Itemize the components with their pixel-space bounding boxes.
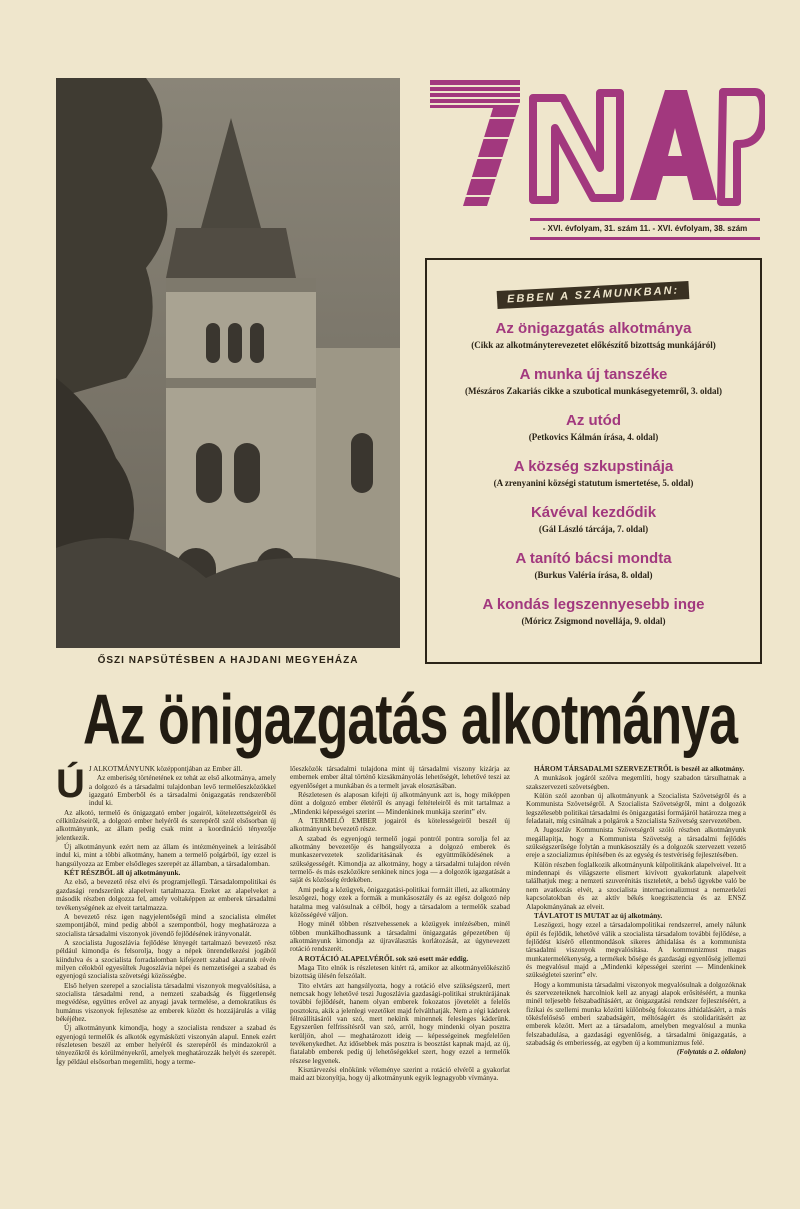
article-paragraph: Új alkotmányunk ezért nem az állam és intézményeinek a leírásából indul ki, mint a többi alkotmány, hanem a termelő polgárból, így ezzel is hangsúlyozza az Ember elsődleges szerepét az államban, a társadalomban.: [56, 843, 276, 868]
article-subhead: A ROTÁCIÓ ALAPELVÉRŐL sok szó esett már eddig.: [298, 954, 469, 963]
contents-entry: [427, 320, 760, 350]
article-column-1: [56, 762, 276, 1067]
county-hall-image: [56, 78, 400, 648]
article-paragraph: Az emberiség történetének ez tehát az első alkotmánya, amely a dolgozó és a társadalmi tulajdonban levő termelőeszközökkel igazgató Emberből és a társadalmi önigazgatás rendszeréből indul ki.: [88, 774, 276, 808]
article-paragraph: Ami pedig a közügyek, önigazgatási-politikai formáit illeti, az alkotmány leszögezi, hogy ezek a formák a munkásosztály és az egész dolgozó nép hatalma meg valósulnak a célból, hogy a társadalom a termelők szabad közösségévé váljon.: [290, 885, 510, 919]
drop-cap: Ú: [56, 762, 85, 806]
contents-entry-sub: (Burkus Valéria írása, 8. oldal): [534, 570, 653, 580]
contents-entry: [427, 458, 760, 488]
article-paragraph: Tito elvtárs azt hangsúlyozta, hogy a rotáció elve szükségszerű, mert nemcsak hogy lehetővé teszi Jugoszlávia gazdasági-politikai struktúrájának további fejlődését, hanem olyan emberek fokozatos jövetelét a felelős posztokra, akik a jelenlegi vezetőket majd felválthatják. Nem a régi káderek félreállításáról van szó, mert nekünk minennek felesleges káderünk. Egyszerűen felfrissítésről van szó, arról, hogy mindenki olyan posztra kerüljön, ahol — meghatározott ideig — képességeinek megfelelően tevékenykedhet. Az idősebbek más posztra is beosztást kapnak majd, az új, fiatalabb emberek pedig új lehetőségekkel szert, hogy ezzel a termelők részese legyenek.: [290, 981, 510, 1065]
contents-entry-title: A község szkupstinája: [513, 458, 674, 475]
contents-entry: [427, 550, 760, 580]
contents-entry-sub: (Mészáros Zakariás cikke a szubotical munkásegyetemről, 3. oldal): [464, 386, 723, 396]
contents-entry-sub: (Móricz Zsigmond novellája, 9. oldal): [521, 616, 666, 626]
article-subhead: KÉT RÉSZBŐL áll új alkotmányunk.: [64, 869, 181, 878]
contents-entry: [427, 366, 760, 396]
article-paragraph: Új alkotmányunk kimondja, hogy a szocialista rendszer a szabad és egyenjogú termelők és alkotók egymásközti viszonyán alapul. Ennek ezért részletesen beszél az ember helyéről és szerepéről és mindazokról a tényezőkről és körülményekről, amelyek meghatározzák helyét és szerepét. Így például elsősorban megemlíti, hogy a terme-: [56, 1024, 276, 1066]
article-paragraph: A szabad és egyenjogú termelő jogai pontról pontra sorolja fel az alkotmány bevezetője és hangsúlyozza a dolgozó emberek és munkaszervezetek szolidaritásának és együttműködésének a szükségességét. Kimondja az alkotmány, hogy a társadalmi tulajdon révén termelő- és más eszközökre senkinek nincs joga — a dolgozók igazgatását a saját és közösség érdekében.: [290, 834, 510, 885]
article-paragraph: Az első, a bevezető rész elvi és programjellegű. Társadalompolitikai és gazdasági rendszerünk alapelveit tartalmazza. Ezeket az alapelveket a második részben dolgozza fel, amely voltaképpen az emberek társadalmi tevékenységének az elveit tartalmazza.: [56, 878, 276, 912]
contents-entry-sub: (Gál László tárcája, 7. oldal): [538, 524, 649, 534]
continuation-note[interactable]: (Folytatás a 2. oldalon): [676, 1048, 746, 1057]
article-subhead: HÁROM TÁRSADALMI SZERVEZETRŐL is beszél az alkotmány.: [534, 765, 745, 773]
contents-entry-sub: (Cikk az alkotmányterevezetet előkészítő bizottság munkájáról): [471, 340, 716, 350]
article-paragraph: A szocialista Jugoszlávia fejlődése lényegét tartalmazó bevezető rész például kimondja és felsorolja, hogy a népek önrendelkezési jogából kiindulva és a szocialista forradalomban kifejezett szabad akaratuk révén milyen célokból egyesültek Jugoszlávia népei és nemzetiségei a szabad és egyenjogú szocialista szövetségi közösségbe.: [56, 938, 276, 981]
article-paragraph: A bevezető rész igen nagyjelentőségű mind a szocialista elmélet szempontjából, mind pedig abból a szempontból, hogy meghatározza a szocialista társadalmi viszonyok jövendő fejlődésének irányvonalát.: [56, 912, 276, 938]
masthead-logo: [425, 78, 765, 208]
article-paragraph: A TERMELŐ EMBER jogairól és kötelességeiről beszél új alkotmányunk bevezető része.: [290, 817, 510, 834]
article-paragraph: Hogy a kommunista társadalmi viszonyok megvalósulnak a dolgozóknak és szervezeteiknek harcolniok kell az anyagi alapok erősítéséért, a munka minél teljesebb felszabadításáért, az önigazgatási rendszer fejlesztéséért, a fizikai és szellemi munka közötti különbség fokozatos áthidalásáért, a más tőkésfelőséső emberi szabadságért, méltóságért és szolidaritásért az emberek között. Mert az a társadalom, amelyben megvalósul a munka felszabadulása, a gazdasági egyenlőség, a társadalmi önigazgatás, a szabadság és emberiesség, az egyben új a kommunizmus felé.: [526, 980, 746, 1047]
article-paragraph: Hogy minél többen résztvehessenek a közügyek intézésében, minél többen munkálhodhassunk a társadalmi önigazgatás gépezetében új alkotmányunk kimondja az újraválasztás korlátozását, az úgynevezett rotáció rendszerét.: [290, 920, 510, 954]
article-paragraph: Maga Tito elnök is részletesen kitért rá, amikor az alkotmányelőkészítő bizottság ülésén felszólalt.: [290, 963, 510, 981]
contents-box: [425, 258, 762, 664]
article-paragraph: A Jugoszláv Kommunista Szövetségről szóló részben alkotmányunk megállapítja, hogy a Kommunista Szövetség a társadalmi fejlődés szükségszerűsége folytán a munkásosztály és a dolgozók szervezett vezető ereje a szocializmus építésében és az egység és testvériség fejlesztésében.: [526, 826, 746, 860]
article-paragraph: A munkások jogáról szólva megemlíti, hogy szabadon társulhatnak a szakszervezeti szövetségben.: [526, 774, 746, 791]
article-subhead: TÁVLATOT IS MUTAT az új alkotmány.: [534, 911, 663, 920]
article-paragraph: Első helyen szerepel a szocialista társadalmi viszonyok megvalósítása, a szocialista társadalmi rend, a nemzeti szabadság és függetlenség megvédése, együttes erővel az anyagi javak termelése, a demokratikus és humánus viszonyok fejlesztése az emberek között és hozzájárulás a világ békéjéhez.: [56, 981, 276, 1023]
article-paragraph: Részletesen és alaposan kifejti új alkotmányunk azt is, hogy miképpen dönt a dolgozó ember életéről és anyagi feltételeiről és mit tartalmaz a „Mindenki képességei szerint — Mindenkinek munkája szerint” elv.: [290, 791, 510, 816]
contents-entry-title: Kávéval kezdődik: [530, 504, 657, 521]
issue-line: - XVI. évfolyam, 31. szám 11. - XVI. évfolyam, 38. szám: [530, 218, 760, 240]
contents-entry-title: A kondás legszennyesebb inge: [482, 596, 705, 613]
article-paragraph: Külön részben foglalkozik alkotmányunk külpolitikánk alapelveivel. Itt a mindennapi és világszerte elismert kivívott gyakorlatunk alapelveit találhatjuk meg: a nemzeti szuverénitás tiszteletét, a belső ügyekbe való be nem avatkozás elvét, a szocialista internacionalizmust a nemzetközi kapcsolatokban és az aktív békés koegzisztencia és az ENSZ Alapokmányának az elveit.: [526, 860, 746, 911]
article-paragraph: Külön szól azonban új alkotmányunk a Szocialista Szövetségről és a Kommunista Szövetségről. A Szocialista Szövetségről, mint a dolgozók legszélesebb politikai társadalmi és önigazgatási formájáról határozza meg a feladatait, míg csinálnak a polgárok a Szocialista Szövetség szervezetében.: [526, 792, 746, 826]
article-paragraph: Kisztárvezési elnökünk véleménye szerint a rotáció elvéről a gyakorlat maid azt bizonyítja, hogy új alkotmányunk egyik legnagyobb vívmánya.: [290, 1066, 510, 1083]
article-column-2: [290, 765, 510, 1084]
seven-glyph: [430, 80, 520, 206]
article-paragraph: Leszögezi, hogy ezzel a társadalompolitikai rendszerrel, amely nálunk épül és fejlődik, lehetővé válik a szocialista társadalom további fejlődése, a fejlődést kísérő ellentmondások sikeres áthidalása és a kommunista társadalmi viszonyok megvalósítása. A kommunizmust magas munkatermelékenység, a termékek bősége és gazdasági egyenlőség jellemzi és megvalósul majd a „Mindenki képességei szerint — Mindenkinek szükségletei szerint” elv.: [526, 921, 746, 980]
contents-entry-sub: (Petkovics Kálmán írása, 4. oldal): [528, 432, 659, 442]
building-photo: [56, 78, 400, 648]
article-paragraph: Az alkotó, termelő és önigazgató ember jogairól, kötelezettségeiről és célkitűzéseiről, a dolgozó ember helyéről és szerepéről szól elsősorban új alkotmányunk, az állam pedig csak mint a koordináció tényezője jelentkezik.: [56, 808, 276, 842]
contents-entry-title: A munka új tanszéke: [519, 366, 668, 383]
contents-entry: [427, 504, 760, 534]
photo-caption: ŐSZI NAPSÜTÉSBEN A HAJDANI MEGYEHÁZA: [97, 655, 359, 666]
contents-entry: [427, 412, 760, 442]
contents-entry: [427, 596, 760, 626]
contents-entry-sub: (A zrenyanini községi statutum ismertetése, 5. oldal): [493, 478, 694, 488]
contents-entry-title: A tanító bácsi mondta: [515, 550, 672, 567]
contents-entry-title: Az utód: [566, 412, 621, 429]
article-paragraph: lőeszközök társadalmi tulajdona mint új társadalmi viszony kizárja az embernek ember által történő kizsákmányolás lehetőségét, lehetővé teszi az egyenlőséget a munkában és a termelt javak elosztásában.: [290, 765, 510, 790]
article-column-3: [526, 765, 746, 1058]
contents-label: EBBEN A SZÁMUNKBAN:: [497, 281, 690, 309]
article-paragraph: Ú J ALKOTMÁNYUNK középpontjában az Ember áll.: [56, 762, 243, 806]
contents-entry-title: Az önigazgatás alkotmánya: [495, 320, 692, 337]
article-headline: Az önigazgatás alkotmánya: [82, 681, 738, 760]
